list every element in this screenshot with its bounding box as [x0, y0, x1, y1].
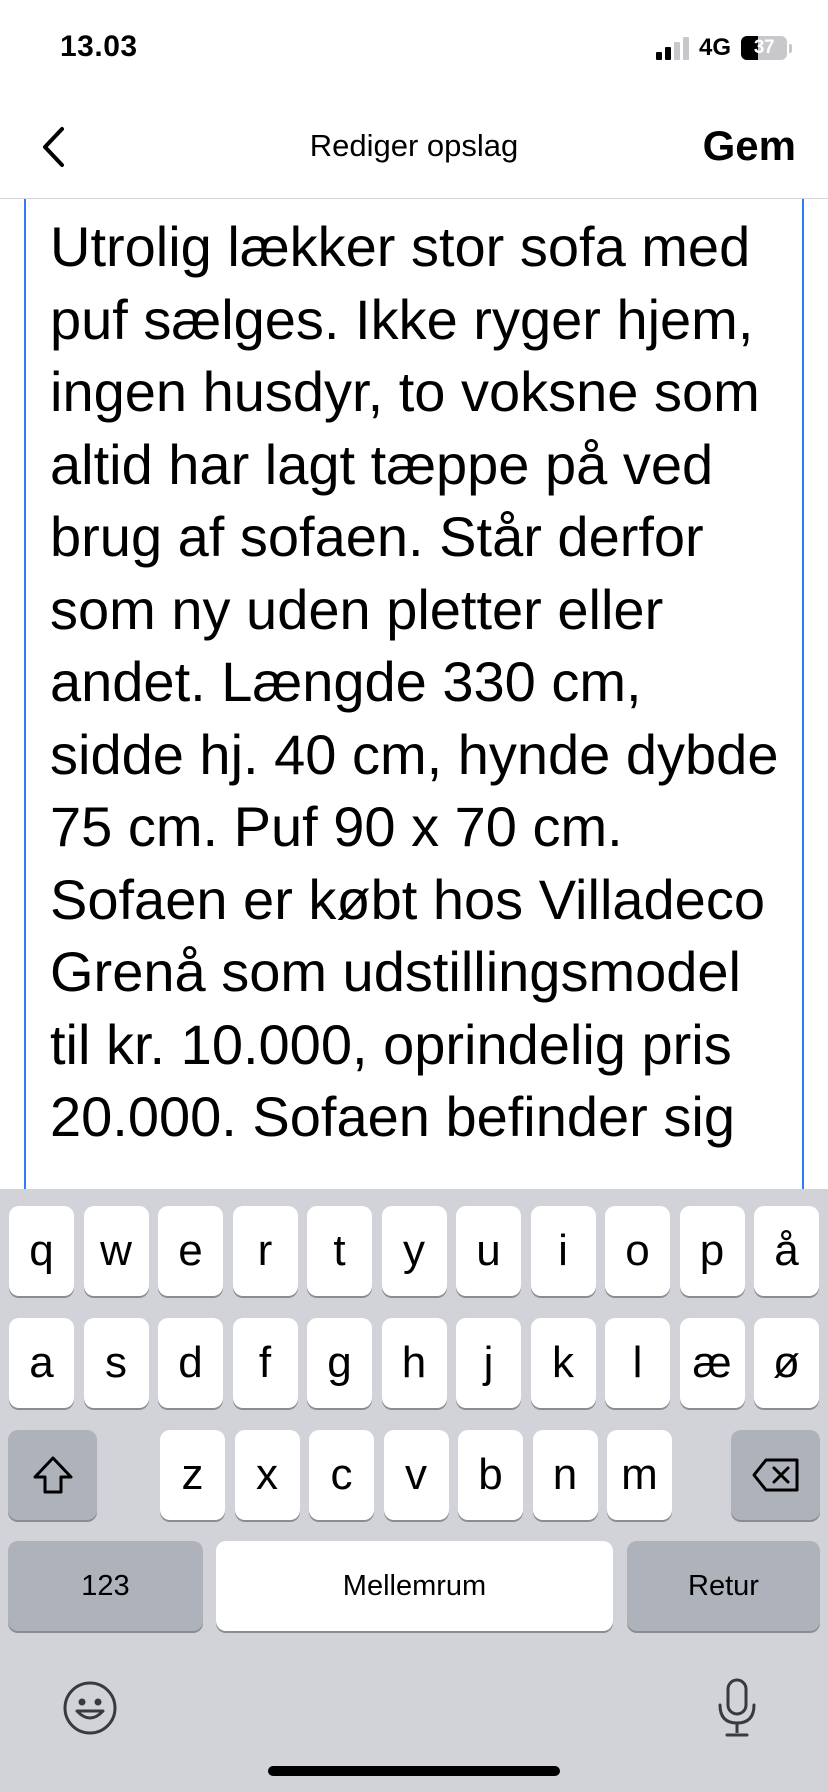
save-button[interactable]: Gem [702, 122, 796, 169]
page-title: Rediger opslag [309, 128, 519, 163]
description-editor[interactable] [24, 199, 804, 1189]
key-s[interactable]: s [84, 1318, 149, 1408]
network-label: 4G [698, 34, 731, 61]
status-bar [0, 0, 828, 100]
battery-percent: 37 [753, 37, 775, 58]
status-time: 13.03 [60, 30, 138, 63]
nav-bar [0, 100, 828, 199]
key-g[interactable]: g [307, 1318, 372, 1408]
key-t[interactable]: t [307, 1206, 372, 1296]
microphone-icon [715, 1677, 759, 1739]
shift-icon [31, 1455, 75, 1495]
key-d[interactable]: d [158, 1318, 223, 1408]
key-o[interactable]: o [605, 1206, 670, 1296]
key-m[interactable]: m [607, 1430, 672, 1520]
status-indicators [656, 34, 792, 62]
key-v[interactable]: v [384, 1430, 449, 1520]
shift-key[interactable] [8, 1430, 97, 1520]
return-key[interactable]: Retur [627, 1541, 820, 1631]
key-e[interactable]: e [158, 1206, 223, 1296]
emoji-icon [62, 1680, 118, 1736]
key-æ[interactable]: æ [680, 1318, 745, 1408]
key-i[interactable]: i [531, 1206, 596, 1296]
key-c[interactable]: c [309, 1430, 374, 1520]
emoji-button[interactable] [60, 1678, 120, 1738]
home-indicator[interactable] [268, 1766, 560, 1776]
delete-key[interactable] [731, 1430, 820, 1520]
delete-backspace-icon [752, 1458, 800, 1492]
key-j[interactable]: j [456, 1318, 521, 1408]
signal-icon [656, 36, 689, 60]
key-r[interactable]: r [233, 1206, 298, 1296]
battery-icon [741, 36, 787, 60]
numbers-key[interactable]: 123 [8, 1541, 203, 1631]
key-n[interactable]: n [533, 1430, 598, 1520]
key-z[interactable]: z [160, 1430, 225, 1520]
keyboard [0, 1189, 828, 1792]
battery-tip [789, 44, 792, 53]
key-b[interactable]: b [458, 1430, 523, 1520]
key-l[interactable]: l [605, 1318, 670, 1408]
key-x[interactable]: x [235, 1430, 300, 1520]
key-u[interactable]: u [456, 1206, 521, 1296]
key-f[interactable]: f [233, 1318, 298, 1408]
key-w[interactable]: w [84, 1206, 149, 1296]
space-key[interactable]: Mellemrum [216, 1541, 613, 1631]
key-ø[interactable]: ø [754, 1318, 819, 1408]
key-q[interactable]: q [9, 1206, 74, 1296]
key-h[interactable]: h [382, 1318, 447, 1408]
key-a[interactable]: a [9, 1318, 74, 1408]
dictation-button[interactable] [710, 1675, 764, 1741]
key-å[interactable]: å [754, 1206, 819, 1296]
key-p[interactable]: p [680, 1206, 745, 1296]
description-text[interactable]: Utrolig lækker stor sofa med puf sælges. Ikke ryger hjem, ingen husdyr, to voksne som altid har lagt tæppe på ved brug af sofaen. Står derfor som ny uden pletter eller andet. Længde 330 cm, sidde hj. 40 cm, hynde dybde 75 cm. Puf 90 x 70 cm. Sofaen er købt hos Villadeco Grenå som udstillingsmodel til kr. 10.000, oprindelig pris 20.000. Sofaen befinder sig [50, 215, 779, 1148]
key-y[interactable]: y [382, 1206, 447, 1296]
key-k[interactable]: k [531, 1318, 596, 1408]
